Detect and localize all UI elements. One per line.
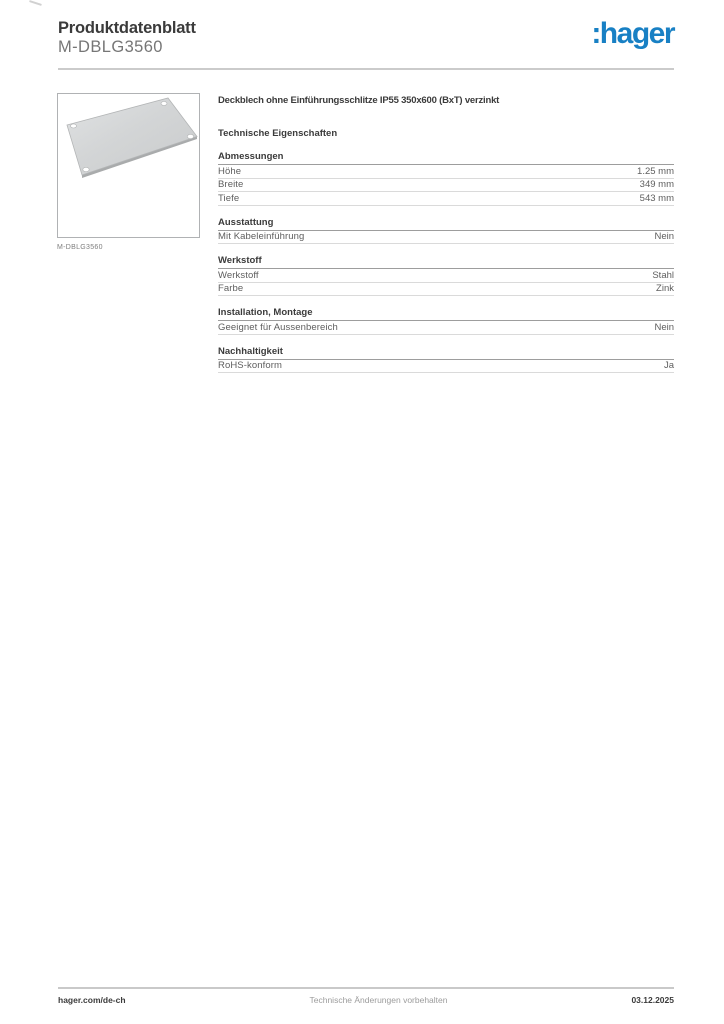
spec-row-kabeleinfuehrung — [218, 231, 674, 245]
hole-top-left — [71, 124, 77, 128]
spec-row-werkstoff — [218, 269, 674, 283]
spec-label: Breite — [218, 179, 244, 191]
section-heading: Installation, Montage — [218, 307, 674, 321]
spec-value: Ja — [663, 360, 674, 372]
plate-surface — [67, 98, 197, 175]
product-figure — [57, 93, 200, 251]
specs-heading: Technische Eigenschaften — [218, 128, 338, 139]
footer-date: 03.12.2025 — [631, 995, 674, 1005]
spec-row-rohs — [218, 360, 674, 374]
hole-bottom-right — [187, 134, 193, 138]
spec-value: 349 mm — [639, 179, 674, 191]
page-header — [58, 19, 674, 57]
spec-value: 1.25 mm — [637, 165, 674, 177]
hole-top-right — [161, 102, 167, 106]
spec-label: Geeignet für Aussenbereich — [218, 321, 338, 333]
spec-label: Farbe — [218, 283, 244, 295]
footer-notice: Technische Änderungen vorbehalten — [309, 995, 448, 1005]
document-type-title: Produktdatenblatt — [58, 19, 196, 37]
spec-label: Mit Kabeleinführung — [218, 231, 305, 243]
spec-value: Stahl — [652, 269, 674, 281]
header-divider — [58, 68, 674, 70]
spec-row-tiefe — [218, 192, 674, 206]
section-heading: Ausstattung — [218, 217, 674, 231]
header-titles — [58, 19, 196, 57]
spec-row-farbe — [218, 283, 674, 297]
spec-value: Nein — [654, 231, 674, 243]
spec-section-nachhaltigkeit — [218, 346, 674, 374]
spec-row-hoehe — [218, 165, 674, 179]
page-footer — [58, 987, 674, 1005]
product-image-caption: M-DBLG3560 — [57, 244, 103, 251]
spec-section-werkstoff — [218, 255, 674, 296]
hager-logo: :hager — [591, 17, 674, 50]
section-heading: Abmessungen — [218, 151, 674, 165]
spec-section-ausstattung — [218, 217, 674, 245]
product-image — [57, 93, 200, 238]
spec-label: Tiefe — [218, 192, 240, 204]
footer-website-link[interactable]: hager.com/de-ch — [58, 995, 126, 1005]
product-title: Deckblech ohne Einführungsschlitze IP55 350x600 (BxT) verzinkt — [218, 95, 500, 106]
cover-plate-illustration — [58, 94, 199, 237]
scan-artifact — [29, 0, 42, 6]
hole-bottom-left — [83, 167, 89, 171]
spec-label: Werkstoff — [218, 269, 259, 281]
spec-label: Höhe — [218, 165, 242, 177]
specs-column — [218, 93, 674, 373]
spec-row-aussenbereich — [218, 321, 674, 335]
spec-value: 543 mm — [639, 192, 674, 204]
product-code: M-DBLG3560 — [58, 38, 163, 56]
spec-value: Zink — [656, 283, 674, 295]
spec-section-installation — [218, 307, 674, 335]
spec-value: Nein — [654, 321, 674, 333]
section-heading: Werkstoff — [218, 255, 674, 269]
section-heading: Nachhaltigkeit — [218, 346, 674, 360]
spec-label: RoHS-konform — [218, 360, 283, 372]
spec-row-breite — [218, 179, 674, 193]
spec-section-abmessungen — [218, 151, 674, 206]
